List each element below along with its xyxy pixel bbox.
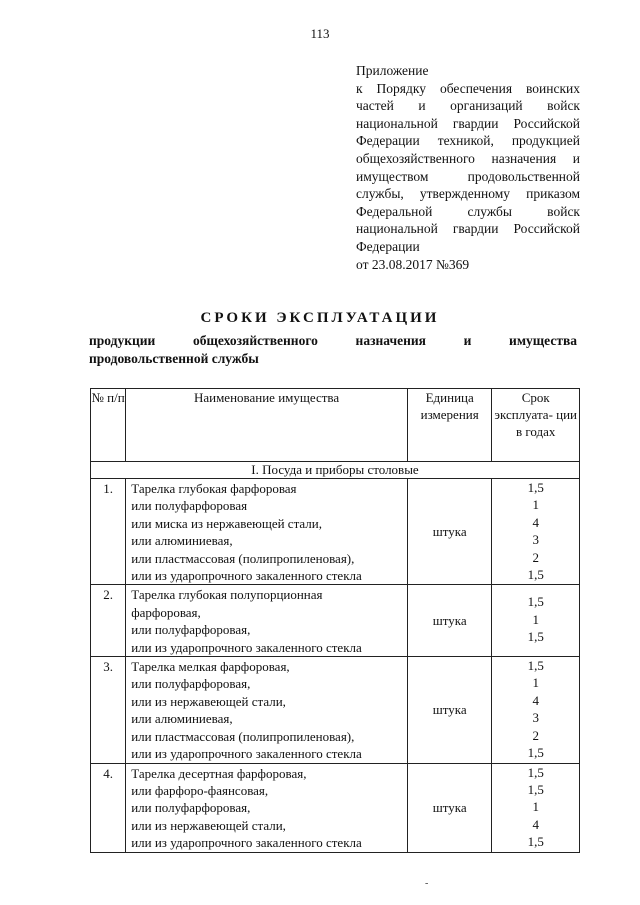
item-term: 4: [532, 692, 539, 708]
item-term: 1,5: [527, 567, 544, 583]
row-number: 1.: [91, 479, 126, 585]
appendix-line: национальной гвардии Российской: [356, 115, 580, 131]
appendix-block: [356, 62, 580, 273]
item-term: 4: [532, 816, 539, 832]
item-term: 1,5: [527, 745, 544, 761]
subtitle-line-1: продукции общехозяйственного назначения и имущества: [89, 333, 577, 348]
scan-mark: -: [425, 878, 429, 889]
row-number: 4.: [91, 763, 126, 852]
appendix-line: к Порядку обеспечения воинских: [356, 80, 580, 96]
item-terms: [492, 585, 580, 657]
item-term: 1: [532, 675, 539, 691]
appendix-line: Федерации техникой, продукцией: [356, 133, 580, 149]
table-row: [91, 763, 580, 852]
appendix-line: частей и организаций войск: [356, 98, 580, 114]
item-terms: [492, 479, 580, 585]
item-name: или полуфарфоровая,: [131, 676, 251, 692]
document-title: СРОКИ ЭКСПЛУАТАЦИИ: [200, 310, 440, 326]
item-name: фарфоровая,: [131, 604, 201, 620]
item-term: 3: [532, 532, 539, 548]
item-name: или пластмассовая (полипропиленовая),: [131, 550, 355, 566]
item-term: 2: [532, 549, 539, 565]
item-names: [126, 763, 408, 852]
item-term: 4: [532, 514, 539, 530]
item-term: 1,5: [527, 480, 544, 495]
appendix-date: от 23.08.2017 №369: [356, 256, 470, 272]
item-unit: штука: [407, 585, 492, 657]
item-terms: [492, 763, 580, 852]
item-unit: штука: [407, 657, 492, 763]
item-name: или алюминиевая,: [131, 711, 233, 727]
item-name: или полуфарфоровая,: [131, 622, 251, 638]
item-names: [126, 479, 408, 585]
item-name: или алюминиевая,: [131, 533, 233, 549]
item-term: 1: [532, 497, 539, 513]
item-term: 1: [532, 799, 539, 815]
item-names: [126, 657, 408, 763]
table-row: [91, 479, 580, 585]
item-name: или фарфоро-фаянсовая,: [131, 782, 269, 798]
item-term: 1,5: [527, 658, 544, 674]
item-term: 1,5: [527, 594, 544, 610]
item-name: Тарелка глубокая полупорционная: [131, 587, 323, 603]
item-name: или полуфарфоровая: [131, 498, 248, 514]
appendix-line: общехозяйственного назначения и: [356, 150, 580, 166]
item-name: или из ударопрочного закаленного стекла: [131, 639, 362, 655]
service-life-table: [90, 388, 580, 853]
item-unit: штука: [407, 479, 492, 585]
item-term: 2: [532, 727, 539, 743]
item-term: 3: [532, 710, 539, 726]
item-term: 1,5: [527, 834, 544, 850]
item-term: 1,5: [527, 629, 544, 645]
header-num: № п/п: [91, 389, 126, 462]
section-row: [91, 462, 580, 479]
appendix-line: Приложение: [356, 63, 429, 78]
table-row: [91, 657, 580, 763]
header-unit: Единица измерения: [407, 389, 492, 462]
item-terms: [492, 657, 580, 763]
item-name: или из ударопрочного закаленного стекла: [131, 835, 362, 851]
item-term: 1,5: [527, 781, 544, 797]
table-header-row: [91, 389, 580, 462]
item-term: 1,5: [527, 764, 544, 780]
table-row: [91, 585, 580, 657]
appendix-line: национальной гвардии Российской: [356, 221, 580, 237]
item-name: или из ударопрочного закаленного стекла: [131, 568, 362, 584]
document-subtitle: [89, 332, 577, 368]
item-unit: штука: [407, 763, 492, 852]
subtitle-line-2: продовольственной службы: [89, 351, 259, 366]
appendix-line: службы, утвержденному приказом: [356, 186, 580, 202]
section-title: I. Посуда и приборы столовые: [91, 462, 580, 479]
item-name: Тарелка мелкая фарфоровая,: [131, 659, 290, 675]
item-term: 1: [532, 611, 539, 627]
item-name: или пластмассовая (полипропиленовая),: [131, 728, 355, 744]
item-names: [126, 585, 408, 657]
item-name: Тарелка глубокая фарфоровая: [131, 481, 297, 496]
item-name: или миска из нержавеющей стали,: [131, 515, 322, 531]
item-name: или полуфарфоровая,: [131, 800, 251, 816]
header-name: Наименование имущества: [126, 389, 408, 462]
row-number: 2.: [91, 585, 126, 657]
item-name: Тарелка десертная фарфоровая,: [131, 765, 307, 781]
page-number: 113: [310, 26, 330, 41]
header-term: Срок эксплуата- ции в годах: [492, 389, 580, 462]
item-name: или из ударопрочного закаленного стекла: [131, 746, 362, 762]
row-number: 3.: [91, 657, 126, 763]
appendix-line: Федерации: [356, 238, 420, 254]
item-name: или из нержавеющей стали,: [131, 693, 286, 709]
appendix-line: имуществом продовольственной: [356, 168, 580, 184]
item-name: или из нержавеющей стали,: [131, 817, 286, 833]
appendix-line: Федеральной службы войск: [356, 203, 580, 219]
